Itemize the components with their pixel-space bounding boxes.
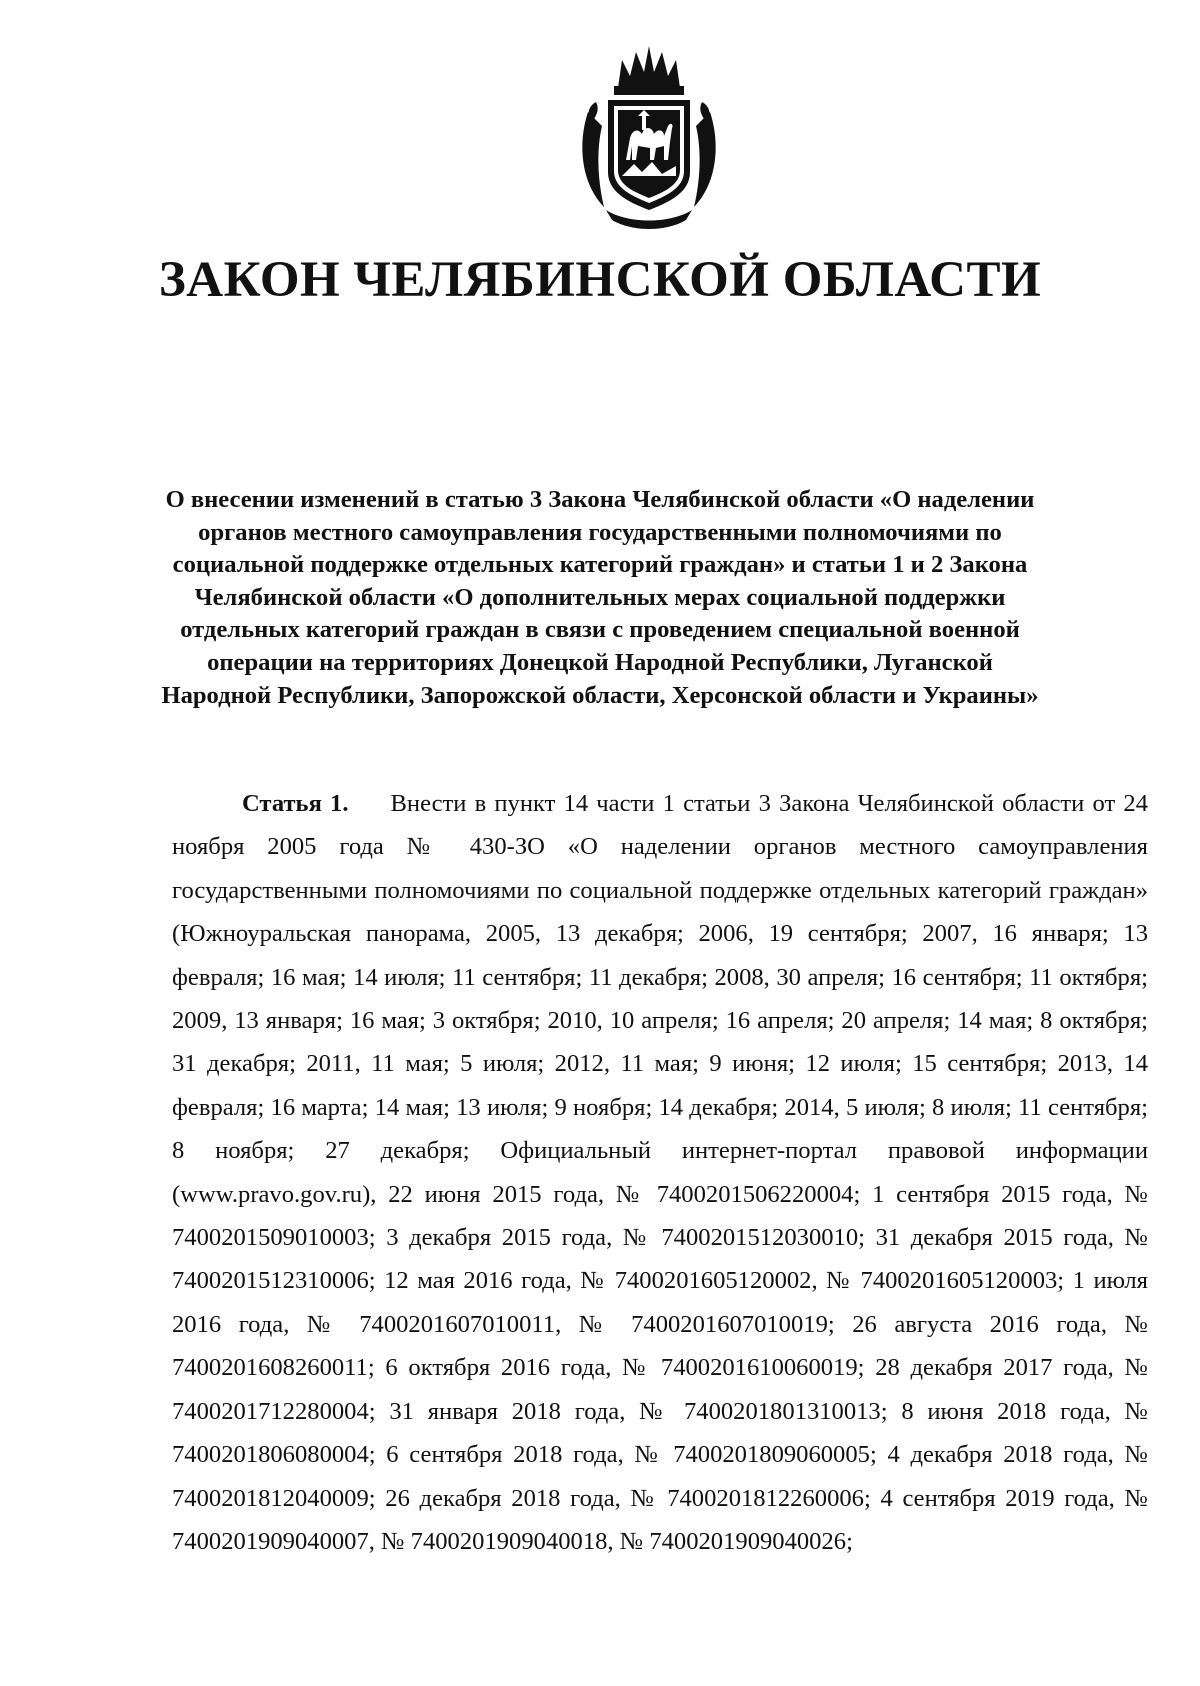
article-1 bbox=[172, 782, 1148, 1563]
article-text: Внести в пункт 14 части 1 статьи 3 Закона Челябинской области от 24 ноября 2005 года № 430-ЗО «О наделении органов местного самоуправления государственными полномочиями по социальной поддержке отдельных категорий граждан» (Южноуральская панорама, 2005, 13 декабря; 2006, 19 сентября; 2007, 16 января; 13 февраля; 16 мая; 14 июля; 11 сентября; 11 декабря; 2008, 30 апреля; 16 сентября; 11 октября; 2009, 13 января; 16 мая; 3 октября; 2010, 10 апреля; 16 апреля; 20 апреля; 14 мая; 8 октября; 31 декабря; 2011, 11 мая; 5 июля; 2012, 11 мая; 9 июня; 12 июля; 15 сентября; 2013, 14 февраля; 16 марта; 14 мая; 13 июля; 9 ноября; 14 декабря; 2014, 5 июля; 8 июля; 11 сентября; 8 ноября; 27 декабря; Официальный интернет-портал правовой информации (www.pravo.gov.ru), 22 июня 2015 года, № 7400201506220004; 1 сентября 2015 года, № 7400201509010003; 3 декабря 2015 года, № 7400201512030010; 31 декабря 2015 года, № 7400201512310006; 12 мая 2016 года, № 7400201605120002, № 7400201605120003; 1 июля 2016 года, № 7400201607010011, № 7400201607010019; 26 августа 2016 года, № 7400201608260011; 6 октября 2016 года, № 7400201610060019; 28 декабря 2017 года, № 7400201712280004; 31 января 2018 года, № 7400201801310013; 8 июня 2018 года, № 7400201806080004; 6 сентября 2018 года, № 7400201809060005; 4 декабря 2018 года, № 7400201812040009; 26 декабря 2018 года, № 7400201812260006; 4 сентября 2019 года, № 7400201909040007, № 7400201909040018, № 7400201909040026; bbox=[172, 790, 1149, 1555]
law-subject: О внесении изменений в статью 3 Закона Челябинской области «О наделении органов местного самоуправления государственными полномочиями по социальной поддержке отдельных категорий граждан» и статьи 1 и 2 Закона Челябинской области «О дополнительных мерах социальной поддержки отдельных категорий граждан в связи с проведением специальной военной операции на территориях Донецкой Народной Республики, Луганской Народной Республики, Запорожской области, Херсонской области и Украины» bbox=[161, 486, 1039, 709]
page-title: ЗАКОН ЧЕЛЯБИНСКОЙ ОБЛАСТИ bbox=[158, 252, 1042, 308]
coat-of-arms-icon bbox=[578, 42, 720, 232]
article-label: Статья 1. bbox=[242, 790, 349, 817]
